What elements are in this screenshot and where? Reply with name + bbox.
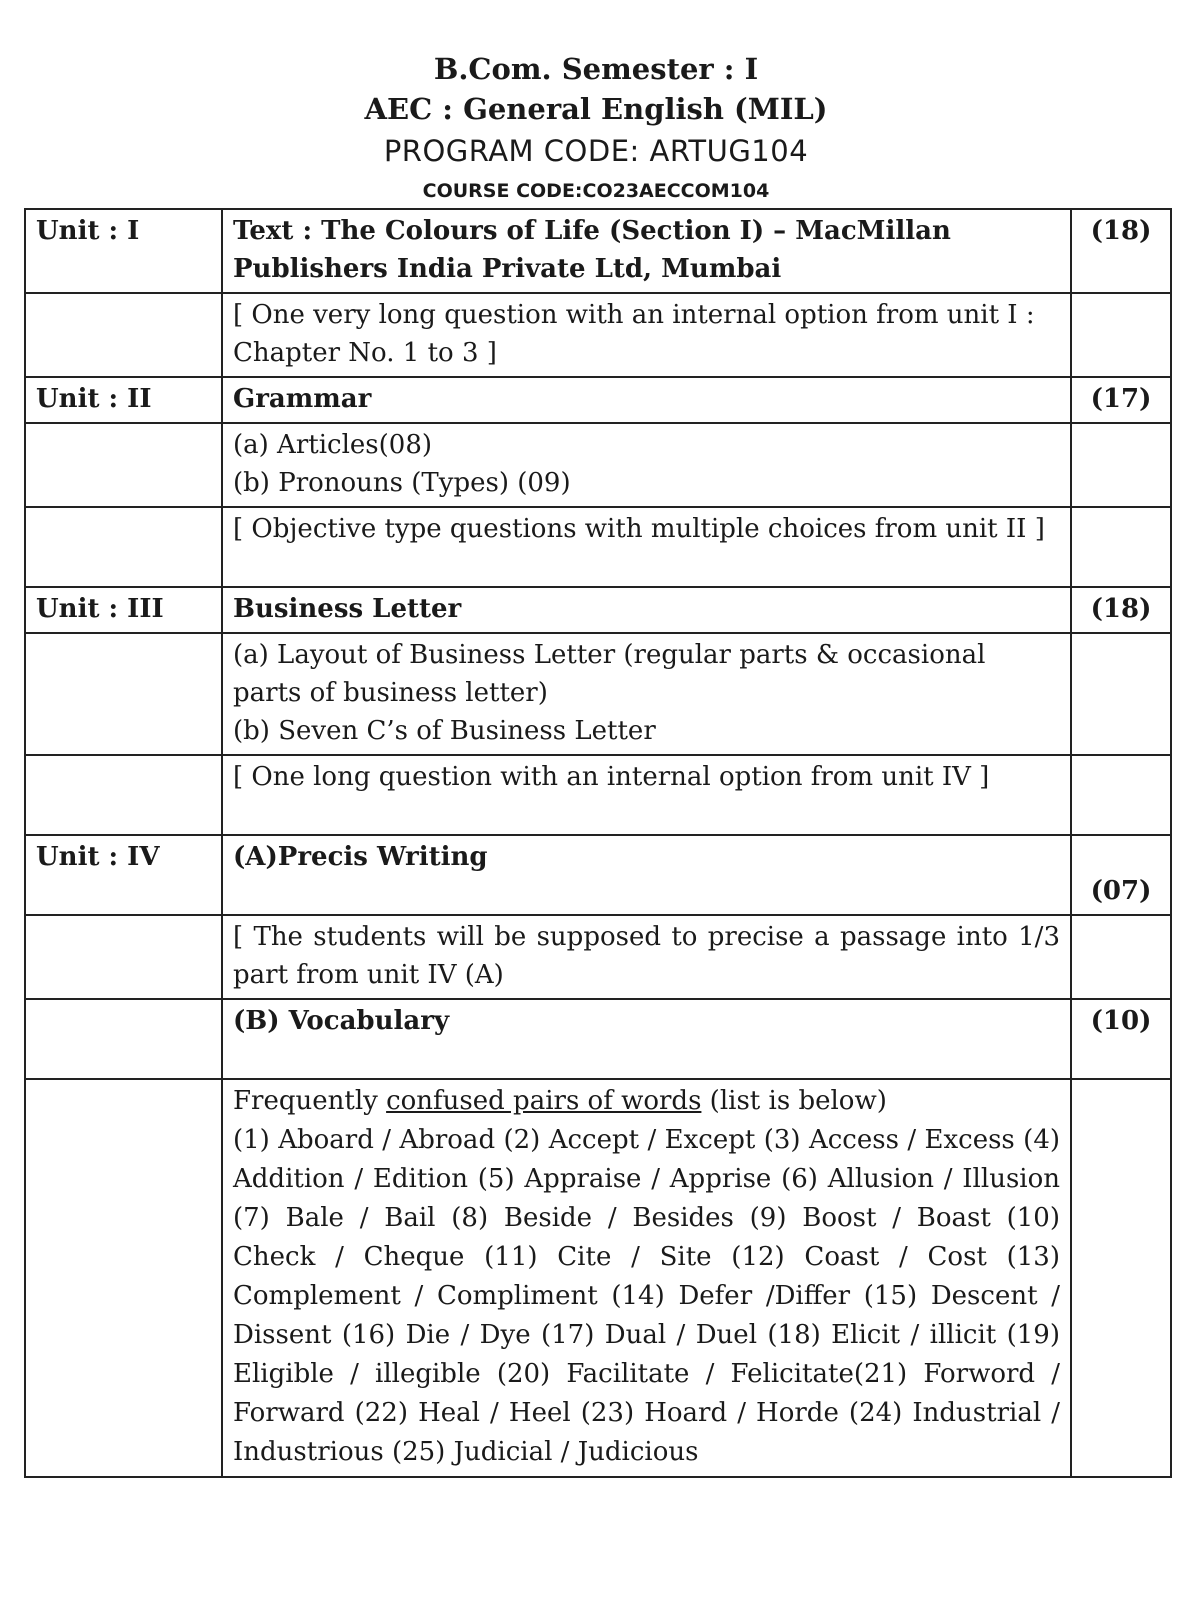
table-row: [25, 377, 1171, 423]
unit-title: (A)Precis Writing: [222, 835, 1071, 915]
list-item: (b) Pronouns (Types) (09): [233, 468, 571, 498]
question-note: [ One very long question with an internal option from unit I : Chapter No. 1 to 3 ]: [222, 293, 1071, 377]
table-row: [25, 633, 1171, 755]
semester-heading: B.Com. Semester : I: [433, 52, 759, 86]
unit-marks: (07): [1071, 835, 1171, 915]
unit-title: Grammar: [222, 377, 1071, 423]
table-row: [25, 293, 1171, 377]
question-note: [ Objective type questions with multiple choices from unit II ]: [222, 507, 1071, 587]
vocabulary-list: [222, 1079, 1071, 1477]
table-row: [25, 587, 1171, 633]
table-row: [25, 1079, 1171, 1477]
syllabus-table: [24, 208, 1172, 1478]
table-row: [25, 209, 1171, 293]
unit-marks: (17): [1071, 377, 1171, 423]
table-row: [25, 423, 1171, 507]
table-row: [25, 915, 1171, 999]
list-item: (a) Layout of Business Letter (regular parts & occasional parts of business letter): [233, 640, 986, 708]
table-row: [25, 755, 1171, 835]
vocab-pairs: (1) Aboard / Abroad (2) Accept / Except (3) Access / Excess (4) Addition / Edition (5) Appraise / Apprise (6) Allusion / Illusion (7) Bale / Bail (8) Beside / Besides (9) Boost / Boast (10) Check / Cheque (11) Cite / Site (12) Coast / Cost (13) Complement / Compliment (14) Defer /Differ (15) Descent / Dissent (16) Die / Dye (17) Dual / Duel (18) Elicit / illicit (19) Eligible / illegible (20) Facilitate / Felicitate(21) Forword / Forward (22) Heal / Heel (23) Hoard / Horde (24) Industrial / Industrious (25) Judicial / Judicious: [233, 1125, 1060, 1467]
table-row: [25, 507, 1171, 587]
course-code: COURSE CODE:CO23AECCOM104: [422, 180, 770, 202]
unit-marks: (10): [1071, 999, 1171, 1079]
unit-label: Unit : II: [25, 377, 222, 423]
list-item: (b) Seven C’s of Business Letter: [233, 716, 656, 746]
unit-marks: (18): [1071, 587, 1171, 633]
unit-title: Business Letter: [222, 587, 1071, 633]
unit-title: Text : The Colours of Life (Section I) – MacMillan Publishers India Private Ltd, Mumbai: [222, 209, 1071, 293]
unit-label: Unit : III: [25, 587, 222, 633]
table-row: [25, 999, 1171, 1079]
topic-list: [222, 633, 1071, 755]
table-row: [25, 835, 1171, 915]
question-note: [ One long question with an internal option from unit IV ]: [222, 755, 1071, 835]
vocab-intro: Frequently confused pairs of words (list is below): [233, 1086, 887, 1116]
list-item: (a) Articles(08): [233, 430, 432, 460]
question-note: [ The students will be supposed to precise a passage into 1/3 part from unit IV (A): [222, 915, 1071, 999]
unit-label: Unit : I: [25, 209, 222, 293]
unit-marks: (18): [1071, 209, 1171, 293]
unit-label: Unit : IV: [25, 835, 222, 915]
course-title: AEC : General English (MIL): [364, 92, 828, 126]
program-code: PROGRAM CODE: ARTUG104: [383, 134, 809, 168]
topic-list: [222, 423, 1071, 507]
unit-title: (B) Vocabulary: [222, 999, 1071, 1079]
